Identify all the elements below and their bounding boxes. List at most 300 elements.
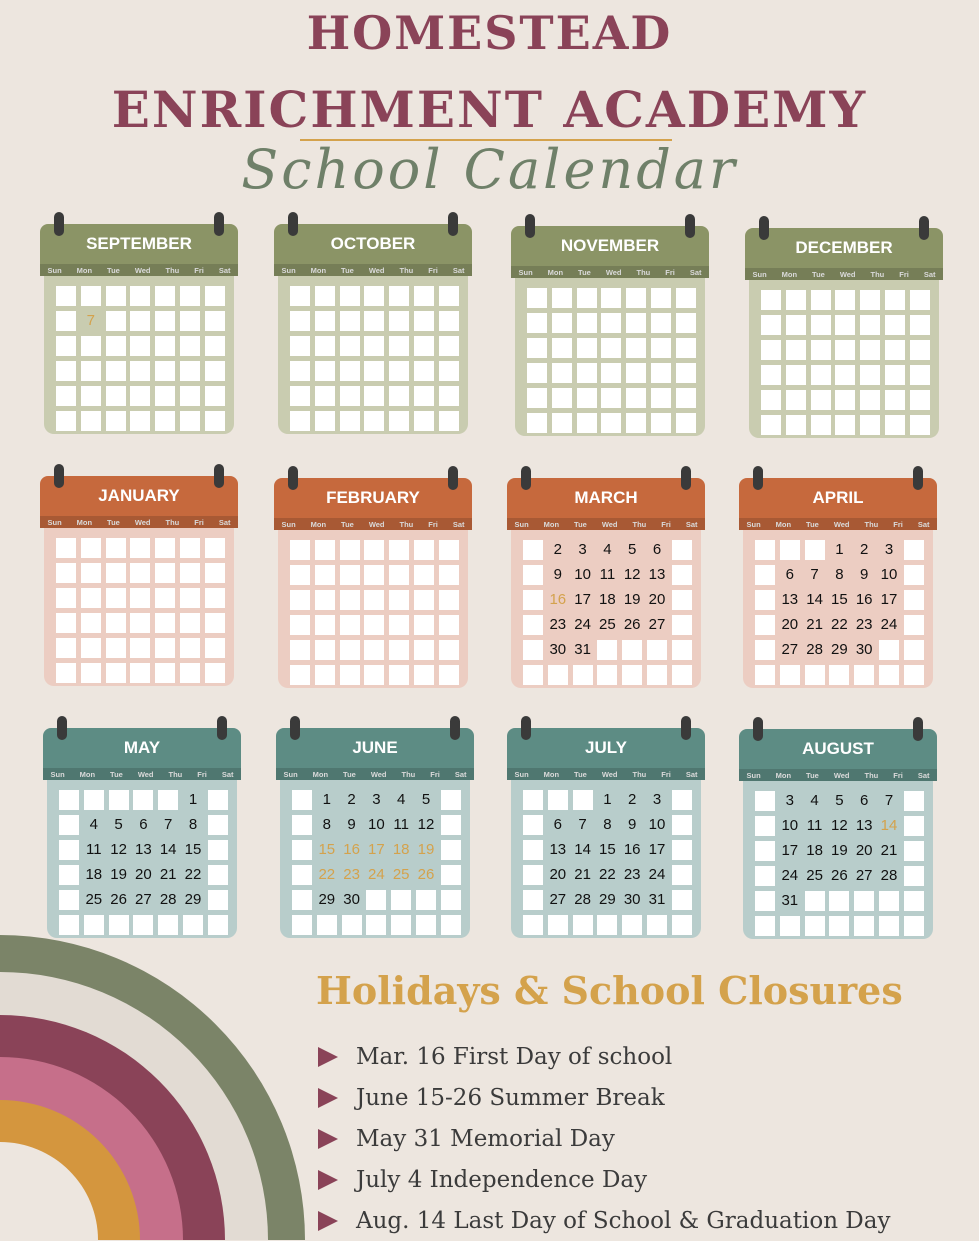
day-cell: 7 (810, 566, 819, 583)
empty-day-cell (523, 815, 543, 835)
binder-ring-icon (521, 466, 531, 490)
day-cell: 29 (184, 891, 202, 908)
holiday-item (318, 1077, 890, 1118)
empty-day-cell (290, 411, 310, 431)
weekday-label: Sat (923, 269, 936, 279)
empty-day-cell (130, 638, 150, 658)
day-cell: 26 (623, 616, 641, 633)
day-cell: 3 (578, 541, 587, 558)
day-cell: 10 (880, 566, 898, 583)
empty-day-cell (155, 361, 175, 381)
day-cell: 22 (318, 866, 336, 883)
weekday-label: Sun (746, 770, 761, 780)
empty-day-cell (755, 816, 775, 836)
day-cell: 20 (549, 866, 567, 883)
day-cell: 6 (785, 566, 794, 583)
empty-day-cell (155, 663, 175, 683)
day-cell: 20 (648, 591, 666, 608)
empty-day-cell (651, 313, 671, 333)
empty-day-cell (601, 338, 621, 358)
weekday-label: Sun (50, 769, 65, 779)
day-cell: 19 (623, 591, 641, 608)
empty-day-cell (761, 415, 781, 435)
empty-day-cell (180, 663, 200, 683)
empty-day-cell (755, 615, 775, 635)
day-cell: 25 (599, 616, 616, 633)
weekday-label: Sun (283, 769, 298, 779)
empty-day-cell (315, 565, 335, 585)
empty-day-cell (208, 840, 228, 860)
day-cell: 19 (110, 866, 127, 883)
empty-day-cell (364, 336, 384, 356)
empty-day-cell (523, 590, 543, 610)
day-cell: 10 (648, 816, 666, 833)
empty-day-cell (364, 565, 384, 585)
empty-day-cell (315, 615, 335, 635)
day-cell: 28 (806, 641, 823, 658)
empty-day-cell (315, 311, 335, 331)
empty-day-cell (180, 361, 200, 381)
day-cell: 15 (831, 591, 848, 608)
empty-day-cell (56, 336, 76, 356)
weekday-label: Mon (310, 265, 327, 275)
day-cell: 25 (806, 867, 823, 884)
binder-ring-icon (214, 464, 224, 488)
weekday-label: Sat (218, 265, 231, 275)
day-grid (761, 290, 931, 435)
empty-day-cell (527, 288, 547, 308)
empty-day-cell (854, 891, 874, 911)
empty-day-cell (811, 290, 831, 310)
empty-day-cell (315, 411, 335, 431)
empty-day-cell (81, 411, 101, 431)
day-cell: 29 (831, 641, 848, 658)
empty-day-cell (180, 336, 200, 356)
day-cell: 1 (835, 541, 844, 558)
day-cell: 20 (135, 866, 152, 883)
empty-day-cell (523, 665, 543, 685)
empty-day-cell (676, 313, 696, 333)
day-cell: 27 (648, 616, 666, 633)
empty-day-cell (292, 790, 312, 810)
weekday-header (276, 768, 474, 780)
day-grid (523, 790, 693, 935)
month-name: DECEMBER (745, 228, 943, 268)
holiday-item (318, 1159, 890, 1200)
weekday-label: Tue (341, 265, 354, 275)
empty-day-cell (573, 665, 593, 685)
empty-day-cell (56, 361, 76, 381)
rainbow-decoration (0, 935, 310, 1240)
empty-day-cell (811, 340, 831, 360)
empty-day-cell (340, 590, 360, 610)
day-cell: 11 (86, 841, 102, 858)
binder-ring-icon (753, 466, 763, 490)
empty-day-cell (910, 415, 930, 435)
day-cell: 30 (623, 891, 641, 908)
empty-day-cell (205, 663, 225, 683)
day-cell: 13 (648, 566, 666, 583)
day-cell: 9 (553, 566, 562, 583)
weekday-label: Sat (917, 770, 930, 780)
empty-day-cell (672, 665, 692, 685)
empty-day-cell (523, 615, 543, 635)
empty-day-cell (340, 286, 360, 306)
empty-day-cell (389, 411, 409, 431)
empty-day-cell (439, 540, 459, 560)
empty-day-cell (676, 413, 696, 433)
weekday-label: Mon (543, 769, 560, 779)
empty-day-cell (389, 615, 409, 635)
empty-day-cell (208, 915, 228, 935)
empty-day-cell (84, 790, 104, 810)
day-grid (755, 791, 925, 936)
empty-day-cell (414, 386, 434, 406)
empty-day-cell (786, 365, 806, 385)
weekday-label: Mon (775, 519, 792, 529)
empty-day-cell (130, 411, 150, 431)
empty-day-cell (885, 340, 905, 360)
empty-day-cell (910, 340, 930, 360)
empty-day-cell (180, 386, 200, 406)
binder-ring-icon (681, 716, 691, 740)
empty-day-cell (552, 313, 572, 333)
binder-ring-icon (681, 466, 691, 490)
weekday-label: Wed (833, 770, 850, 780)
empty-day-cell (414, 286, 434, 306)
empty-day-cell (622, 915, 642, 935)
empty-day-cell (130, 563, 150, 583)
weekday-label: Tue (574, 769, 587, 779)
weekday-label: Tue (343, 769, 356, 779)
binder-ring-icon (685, 214, 695, 238)
day-cell: 14 (880, 817, 898, 834)
empty-day-cell (183, 915, 203, 935)
day-grid (292, 790, 462, 935)
arrow-bullet-icon (318, 1129, 338, 1149)
weekday-label: Thu (636, 267, 651, 277)
empty-day-cell (340, 615, 360, 635)
empty-day-cell (340, 361, 360, 381)
empty-day-cell (155, 563, 175, 583)
weekday-label: Sat (917, 519, 930, 529)
empty-day-cell (56, 311, 76, 331)
holidays-heading: Holidays & School Closures (316, 968, 903, 1013)
binder-ring-icon (54, 212, 64, 236)
empty-day-cell (523, 540, 543, 560)
binder-ring-icon (54, 464, 64, 488)
weekday-label: Tue (806, 770, 819, 780)
weekday-label: Sat (685, 769, 698, 779)
day-cell: 17 (368, 841, 385, 858)
empty-day-cell (81, 336, 101, 356)
day-cell: 2 (347, 791, 356, 808)
empty-day-cell (647, 665, 667, 685)
empty-day-cell (81, 613, 101, 633)
day-grid (290, 540, 460, 685)
weekday-label: Fri (428, 519, 438, 529)
day-cell: 8 (188, 816, 198, 833)
day-cell: 17 (781, 842, 799, 859)
day-cell: 13 (781, 591, 799, 608)
weekday-label: Fri (197, 769, 207, 779)
binder-ring-icon (450, 716, 460, 740)
empty-day-cell (130, 336, 150, 356)
binder-ring-icon (448, 466, 458, 490)
empty-day-cell (208, 815, 228, 835)
school-name-line-1: HOMESTEAD (306, 6, 673, 60)
weekday-label: Wed (601, 519, 618, 529)
empty-day-cell (414, 411, 434, 431)
empty-day-cell (626, 363, 646, 383)
empty-day-cell (439, 311, 459, 331)
day-cell: 7 (578, 816, 587, 833)
empty-day-cell (414, 665, 434, 685)
weekday-label: Thu (401, 769, 416, 779)
day-cell: 3 (372, 791, 381, 808)
empty-day-cell (523, 890, 543, 910)
empty-day-cell (523, 840, 543, 860)
day-cell: 8 (835, 566, 844, 583)
empty-day-cell (835, 290, 855, 310)
empty-day-cell (805, 891, 825, 911)
empty-day-cell (414, 336, 434, 356)
empty-day-cell (780, 540, 800, 560)
empty-day-cell (292, 865, 312, 885)
day-cell: 13 (549, 841, 567, 858)
day-cell: 19 (831, 842, 848, 859)
empty-day-cell (130, 588, 150, 608)
empty-day-cell (133, 915, 153, 935)
day-cell: 18 (599, 591, 616, 608)
day-cell: 12 (831, 817, 848, 834)
weekday-label: Tue (110, 769, 123, 779)
day-cell: 23 (343, 866, 360, 883)
empty-day-cell (835, 315, 855, 335)
weekday-label: Wed (368, 265, 385, 275)
day-cell: 10 (574, 566, 591, 583)
empty-day-cell (292, 890, 312, 910)
empty-day-cell (527, 313, 547, 333)
empty-day-cell (523, 915, 543, 935)
empty-day-cell (676, 388, 696, 408)
empty-day-cell (315, 590, 335, 610)
empty-day-cell (315, 361, 335, 381)
empty-day-cell (414, 565, 434, 585)
day-cell: 9 (628, 816, 637, 833)
day-cell: 22 (184, 866, 202, 883)
empty-day-cell (290, 640, 310, 660)
empty-day-cell (205, 588, 225, 608)
empty-day-cell (106, 411, 126, 431)
day-cell: 8 (322, 816, 331, 833)
empty-day-cell (854, 665, 874, 685)
day-cell: 3 (884, 541, 894, 558)
empty-day-cell (158, 915, 178, 935)
empty-day-cell (59, 815, 79, 835)
empty-day-cell (860, 415, 880, 435)
empty-day-cell (904, 615, 924, 635)
empty-day-cell (439, 361, 459, 381)
day-cell: 7 (86, 312, 95, 329)
empty-day-cell (56, 588, 76, 608)
empty-day-cell (391, 915, 411, 935)
empty-day-cell (441, 890, 461, 910)
weekday-label: Wed (368, 519, 385, 529)
day-cell: 5 (835, 792, 844, 809)
empty-day-cell (340, 411, 360, 431)
day-cell: 23 (623, 866, 641, 883)
empty-day-cell (340, 540, 360, 560)
empty-day-cell (885, 390, 905, 410)
empty-day-cell (130, 286, 150, 306)
weekday-label: Thu (168, 769, 183, 779)
empty-day-cell (548, 665, 568, 685)
binder-ring-icon (913, 466, 923, 490)
empty-day-cell (672, 540, 692, 560)
empty-day-cell (904, 816, 924, 836)
empty-day-cell (366, 890, 386, 910)
empty-day-cell (342, 915, 362, 935)
empty-day-cell (205, 538, 225, 558)
month-name: MAY (43, 728, 241, 768)
empty-day-cell (290, 361, 310, 381)
empty-day-cell (601, 413, 621, 433)
day-cell: 12 (417, 816, 435, 833)
empty-day-cell (56, 286, 76, 306)
empty-day-cell (860, 365, 880, 385)
day-cell: 13 (135, 841, 152, 858)
empty-day-cell (761, 315, 781, 335)
empty-day-cell (441, 865, 461, 885)
empty-day-cell (904, 665, 924, 685)
empty-day-cell (904, 540, 924, 560)
day-grid (523, 540, 693, 685)
weekday-label: Sun (47, 517, 62, 527)
arrow-bullet-icon (318, 1211, 338, 1231)
day-cell: 26 (831, 867, 848, 884)
empty-day-cell (290, 311, 310, 331)
weekday-label: Fri (428, 265, 438, 275)
month-name: JUNE (276, 728, 474, 768)
weekday-header (739, 769, 937, 781)
empty-day-cell (439, 336, 459, 356)
empty-day-cell (205, 563, 225, 583)
empty-day-cell (805, 916, 825, 936)
day-grid (755, 540, 925, 685)
holiday-item (318, 1118, 890, 1159)
empty-day-cell (527, 413, 547, 433)
binder-ring-icon (214, 212, 224, 236)
empty-day-cell (416, 915, 436, 935)
empty-day-cell (315, 640, 335, 660)
day-cell: 31 (574, 641, 591, 658)
day-cell: 22 (831, 616, 848, 633)
empty-day-cell (155, 286, 175, 306)
day-cell: 12 (623, 566, 641, 583)
day-cell: 3 (652, 791, 662, 808)
empty-day-cell (786, 390, 806, 410)
empty-day-cell (523, 865, 543, 885)
empty-day-cell (208, 865, 228, 885)
weekday-header (274, 518, 472, 530)
weekday-label: Mon (310, 519, 327, 529)
empty-day-cell (130, 311, 150, 331)
day-cell: 27 (135, 891, 152, 908)
day-cell: 17 (574, 591, 591, 608)
empty-day-cell (205, 638, 225, 658)
empty-day-cell (340, 336, 360, 356)
empty-day-cell (786, 290, 806, 310)
empty-day-cell (601, 388, 621, 408)
empty-day-cell (761, 290, 781, 310)
empty-day-cell (315, 336, 335, 356)
weekday-header (507, 768, 705, 780)
weekday-label: Wed (839, 269, 856, 279)
empty-day-cell (805, 540, 825, 560)
month-name: MARCH (507, 478, 705, 518)
weekday-label: Fri (893, 770, 903, 780)
empty-day-cell (290, 615, 310, 635)
empty-day-cell (414, 640, 434, 660)
empty-day-cell (389, 361, 409, 381)
weekday-label: Mon (543, 519, 560, 529)
day-cell: 11 (806, 817, 823, 834)
arrow-bullet-icon (318, 1170, 338, 1190)
holiday-text: Mar. 16 First Day of school (356, 1043, 673, 1070)
empty-day-cell (439, 615, 459, 635)
day-cell: 2 (553, 541, 562, 558)
weekday-label: Mon (781, 269, 798, 279)
month-name: FEBRUARY (274, 478, 472, 518)
empty-day-cell (106, 311, 126, 331)
day-cell: 26 (110, 891, 127, 908)
empty-day-cell (573, 915, 593, 935)
day-cell: 14 (806, 591, 823, 608)
empty-day-cell (577, 288, 597, 308)
empty-day-cell (672, 790, 692, 810)
day-cell: 23 (855, 616, 873, 633)
day-cell: 24 (574, 616, 591, 633)
day-cell: 29 (318, 891, 336, 908)
empty-day-cell (811, 365, 831, 385)
day-cell: 5 (114, 816, 123, 833)
empty-day-cell (523, 640, 543, 660)
empty-day-cell (414, 615, 434, 635)
month-name: OCTOBER (274, 224, 472, 264)
empty-day-cell (106, 588, 126, 608)
day-cell: 12 (110, 841, 127, 858)
weekday-label: Thu (399, 265, 414, 275)
empty-day-cell (389, 565, 409, 585)
empty-day-cell (290, 386, 310, 406)
empty-day-cell (885, 290, 905, 310)
empty-day-cell (109, 915, 129, 935)
empty-day-cell (651, 363, 671, 383)
weekday-label: Thu (870, 269, 885, 279)
empty-day-cell (205, 411, 225, 431)
empty-day-cell (577, 413, 597, 433)
empty-day-cell (904, 791, 924, 811)
empty-day-cell (180, 311, 200, 331)
weekday-label: Sun (47, 265, 62, 275)
day-cell: 17 (880, 591, 898, 608)
holiday-text: July 4 Independence Day (356, 1166, 648, 1193)
empty-day-cell (290, 665, 310, 685)
weekday-label: Tue (107, 265, 120, 275)
day-cell: 4 (89, 816, 98, 833)
empty-day-cell (315, 540, 335, 560)
